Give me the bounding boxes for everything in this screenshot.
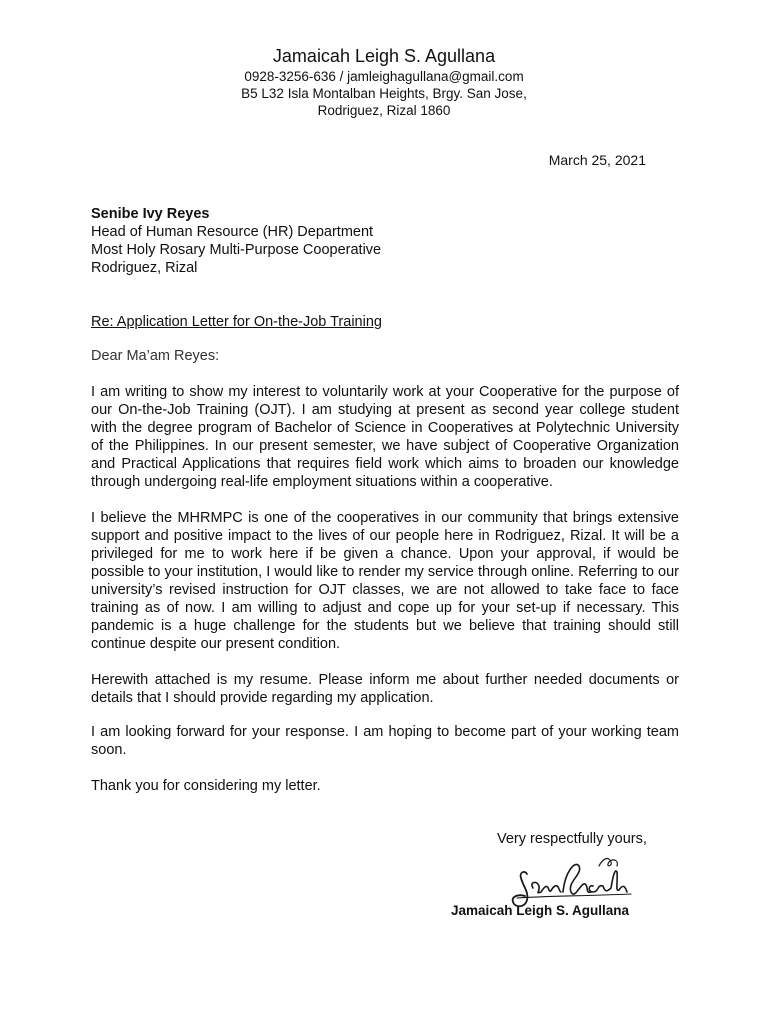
salutation: Dear Ma’am Reyes: (91, 348, 220, 364)
body-paragraph-4: I am looking forward for your response. I am hoping to become part of your working team soon. (91, 724, 679, 758)
recipient-title: Head of Human Resource (HR) Department (91, 224, 374, 240)
signature-stroke-loop (563, 864, 591, 894)
closing: Very respectfully yours, (497, 831, 647, 847)
sender-contact: 0928-3256-636 / jamleighagullana@gmail.com (244, 69, 524, 84)
body-paragraph-5: Thank you for considering my letter. (91, 778, 321, 794)
subject-line: Re: Application Letter for On-the-Job Training (91, 314, 382, 330)
signature-stroke-cah (589, 871, 627, 892)
sender-address-line1: B5 L32 Isla Montalban Heights, Brgy. San Jose, (241, 86, 527, 101)
body-paragraph-1: I am writing to show my interest to voluntarily work at your Cooperative for the purpose of our On-the-Job Training (OJT). I am studying at present as second year college student with the degree program of Bachelor of Science in Cooperatives at Polytechnic University of the Philippines. In our present semester, we have subject of Cooperative Organization and Practical Applications that requires field work which aims to broaden our knowledge through undergoing real-life employment situations within a cooperative. (91, 384, 679, 490)
letter-date: March 25, 2021 (548, 152, 646, 168)
recipient-organization: Most Holy Rosary Multi-Purpose Cooperative (91, 242, 382, 258)
signature-stroke-flourish (599, 859, 617, 866)
sender-address-line2: Rodriguez, Rizal 1860 (317, 103, 451, 118)
body-paragraph-2: I believe the MHRMPC is one of the cooperatives in our community that brings extensive support and positive impact to the lives of our people here in Rodriguez, Rizal. It will be a privileged for me to work here if be given a chance. Upon your approval, if would be possible to your institution, I would like to render my service through online. Referring to our university’s revised instruction for OJT classes, we are not allowed to take face to face training as of now. I am willing to adjust and cope up for your set-up if necessary. This pandemic is a huge challenge for the students but we believe that training should still continue despite our present condition. (91, 510, 679, 652)
recipient-name: Senibe Ivy Reyes (91, 206, 210, 222)
sender-header (0, 44, 768, 119)
recipient-block (91, 205, 381, 277)
signer-name: Jamaicah Leigh S. Agullana (451, 903, 630, 918)
signature-strokes (513, 859, 631, 907)
recipient-location: Rodriguez, Rizal (91, 260, 198, 276)
signature-stroke-am (532, 882, 561, 892)
body-paragraph-3: Herewith attached is my resume. Please inform me about further needed documents or details that I should provide regarding my application. (91, 672, 679, 706)
sender-name: Jamaicah Leigh S. Agullana (272, 46, 496, 66)
